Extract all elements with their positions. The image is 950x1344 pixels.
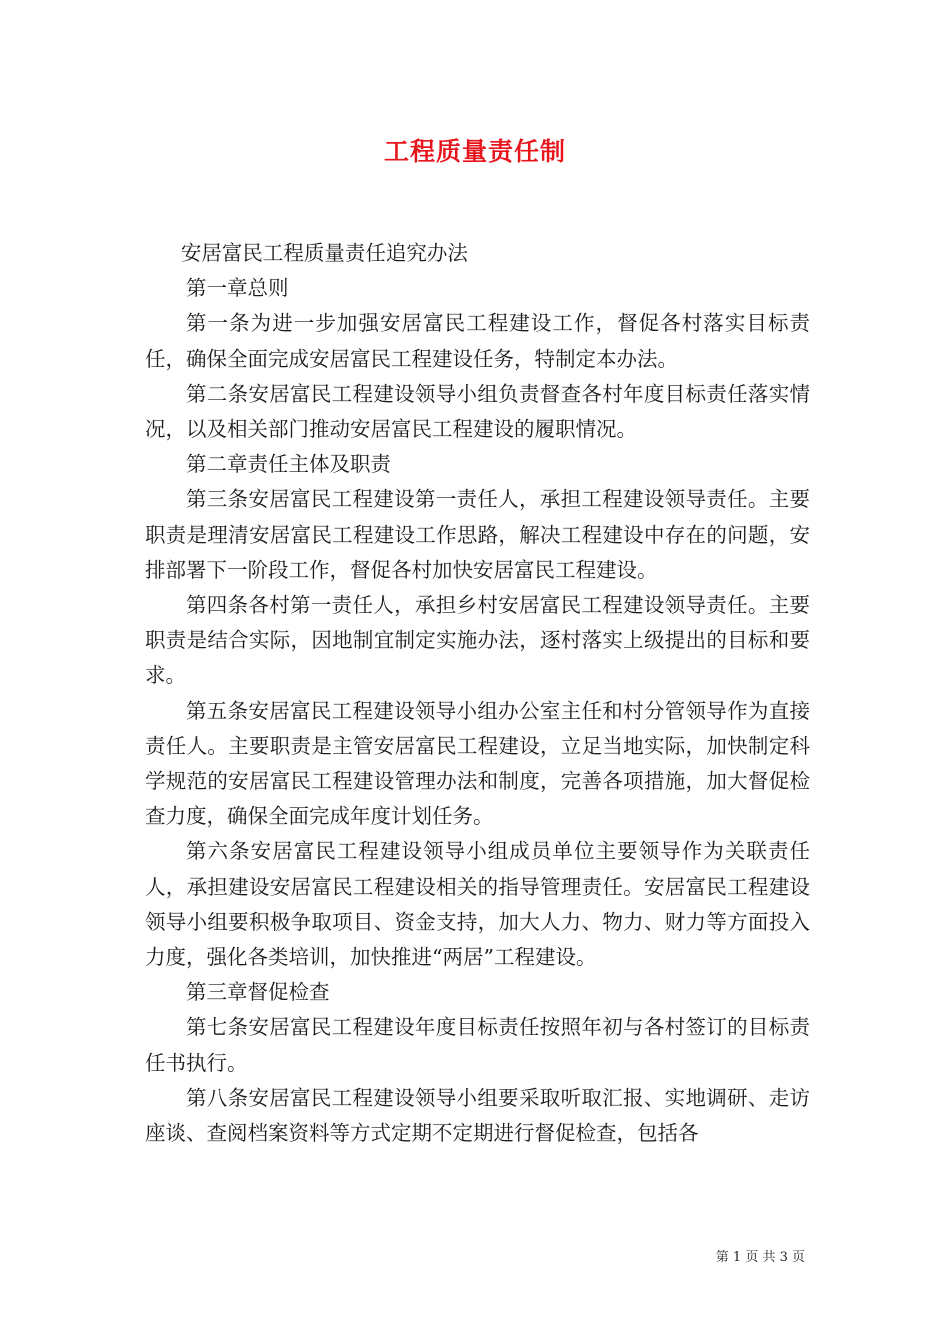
paragraph-article-1: 第一条为进一步加强安居富民工程建设工作，督促各村落实目标责任，确保全面完成安居富民工程建设任务，特制定本办法。 (145, 311, 810, 371)
document-title: 工程质量责任制 (383, 137, 566, 166)
document-body (145, 236, 810, 1151)
chapter-heading-2: 第二章责任主体及职责 (186, 452, 391, 477)
paragraph-article-3: 第三条安居富民工程建设第一责任人，承担工程建设领导责任。主要职责是理清安居富民工程建设工作思路，解决工程建设中存在的问题，安排部署下一阶段工作，督促各村加快安居富民工程建设。 (145, 487, 810, 582)
page-number: 第 1 页 共 3 页 (715, 1250, 805, 1265)
paragraph-article-6: 第六条安居富民工程建设领导小组成员单位主要领导作为关联责任人，承担建设安居富民工程建设相关的指导管理责任。安居富民工程建设领导小组要积极争取项目、资金支持，加大人力、物力、财力等方面投入力度，强化各类培训，加快推进“两居”工程建设。 (145, 839, 810, 970)
paragraph-article-8: 第八条安居富民工程建设领导小组要采取听取汇报、实地调研、走访座谈、查阅档案资料等方式定期不定期进行督促检查，包括各 (145, 1085, 810, 1146)
paragraph-article-4: 第四条各村第一责任人，承担乡村安居富民工程建设领导责任。主要职责是结合实际，因地制宜制定实施办法，逐村落实上级提出的目标和要求。 (145, 593, 810, 688)
paragraph-article-5: 第五条安居富民工程建设领导小组办公室主任和村分管领导作为直接责任人。主要职责是主管安居富民工程建设，立足当地实际，加快制定科学规范的安居富民工程建设管理办法和制度，完善各项措施，加大督促检查力度，确保全面完成年度计划任务。 (145, 698, 810, 829)
chapter-heading-3: 第三章督促检查 (186, 980, 330, 1005)
paragraph-article-7: 第七条安居富民工程建设年度目标责任按照年初与各村签订的目标责任书执行。 (145, 1015, 810, 1075)
paragraph-subtitle: 安居富民工程质量责任追究办法 (180, 241, 468, 265)
chapter-heading-1: 第一章总则 (186, 276, 289, 301)
paragraph-article-2: 第二条安居富民工程建设领导小组负责督查各村年度目标责任落实情况，以及相关部门推动安居富民工程建设的履职情况。 (145, 381, 810, 442)
